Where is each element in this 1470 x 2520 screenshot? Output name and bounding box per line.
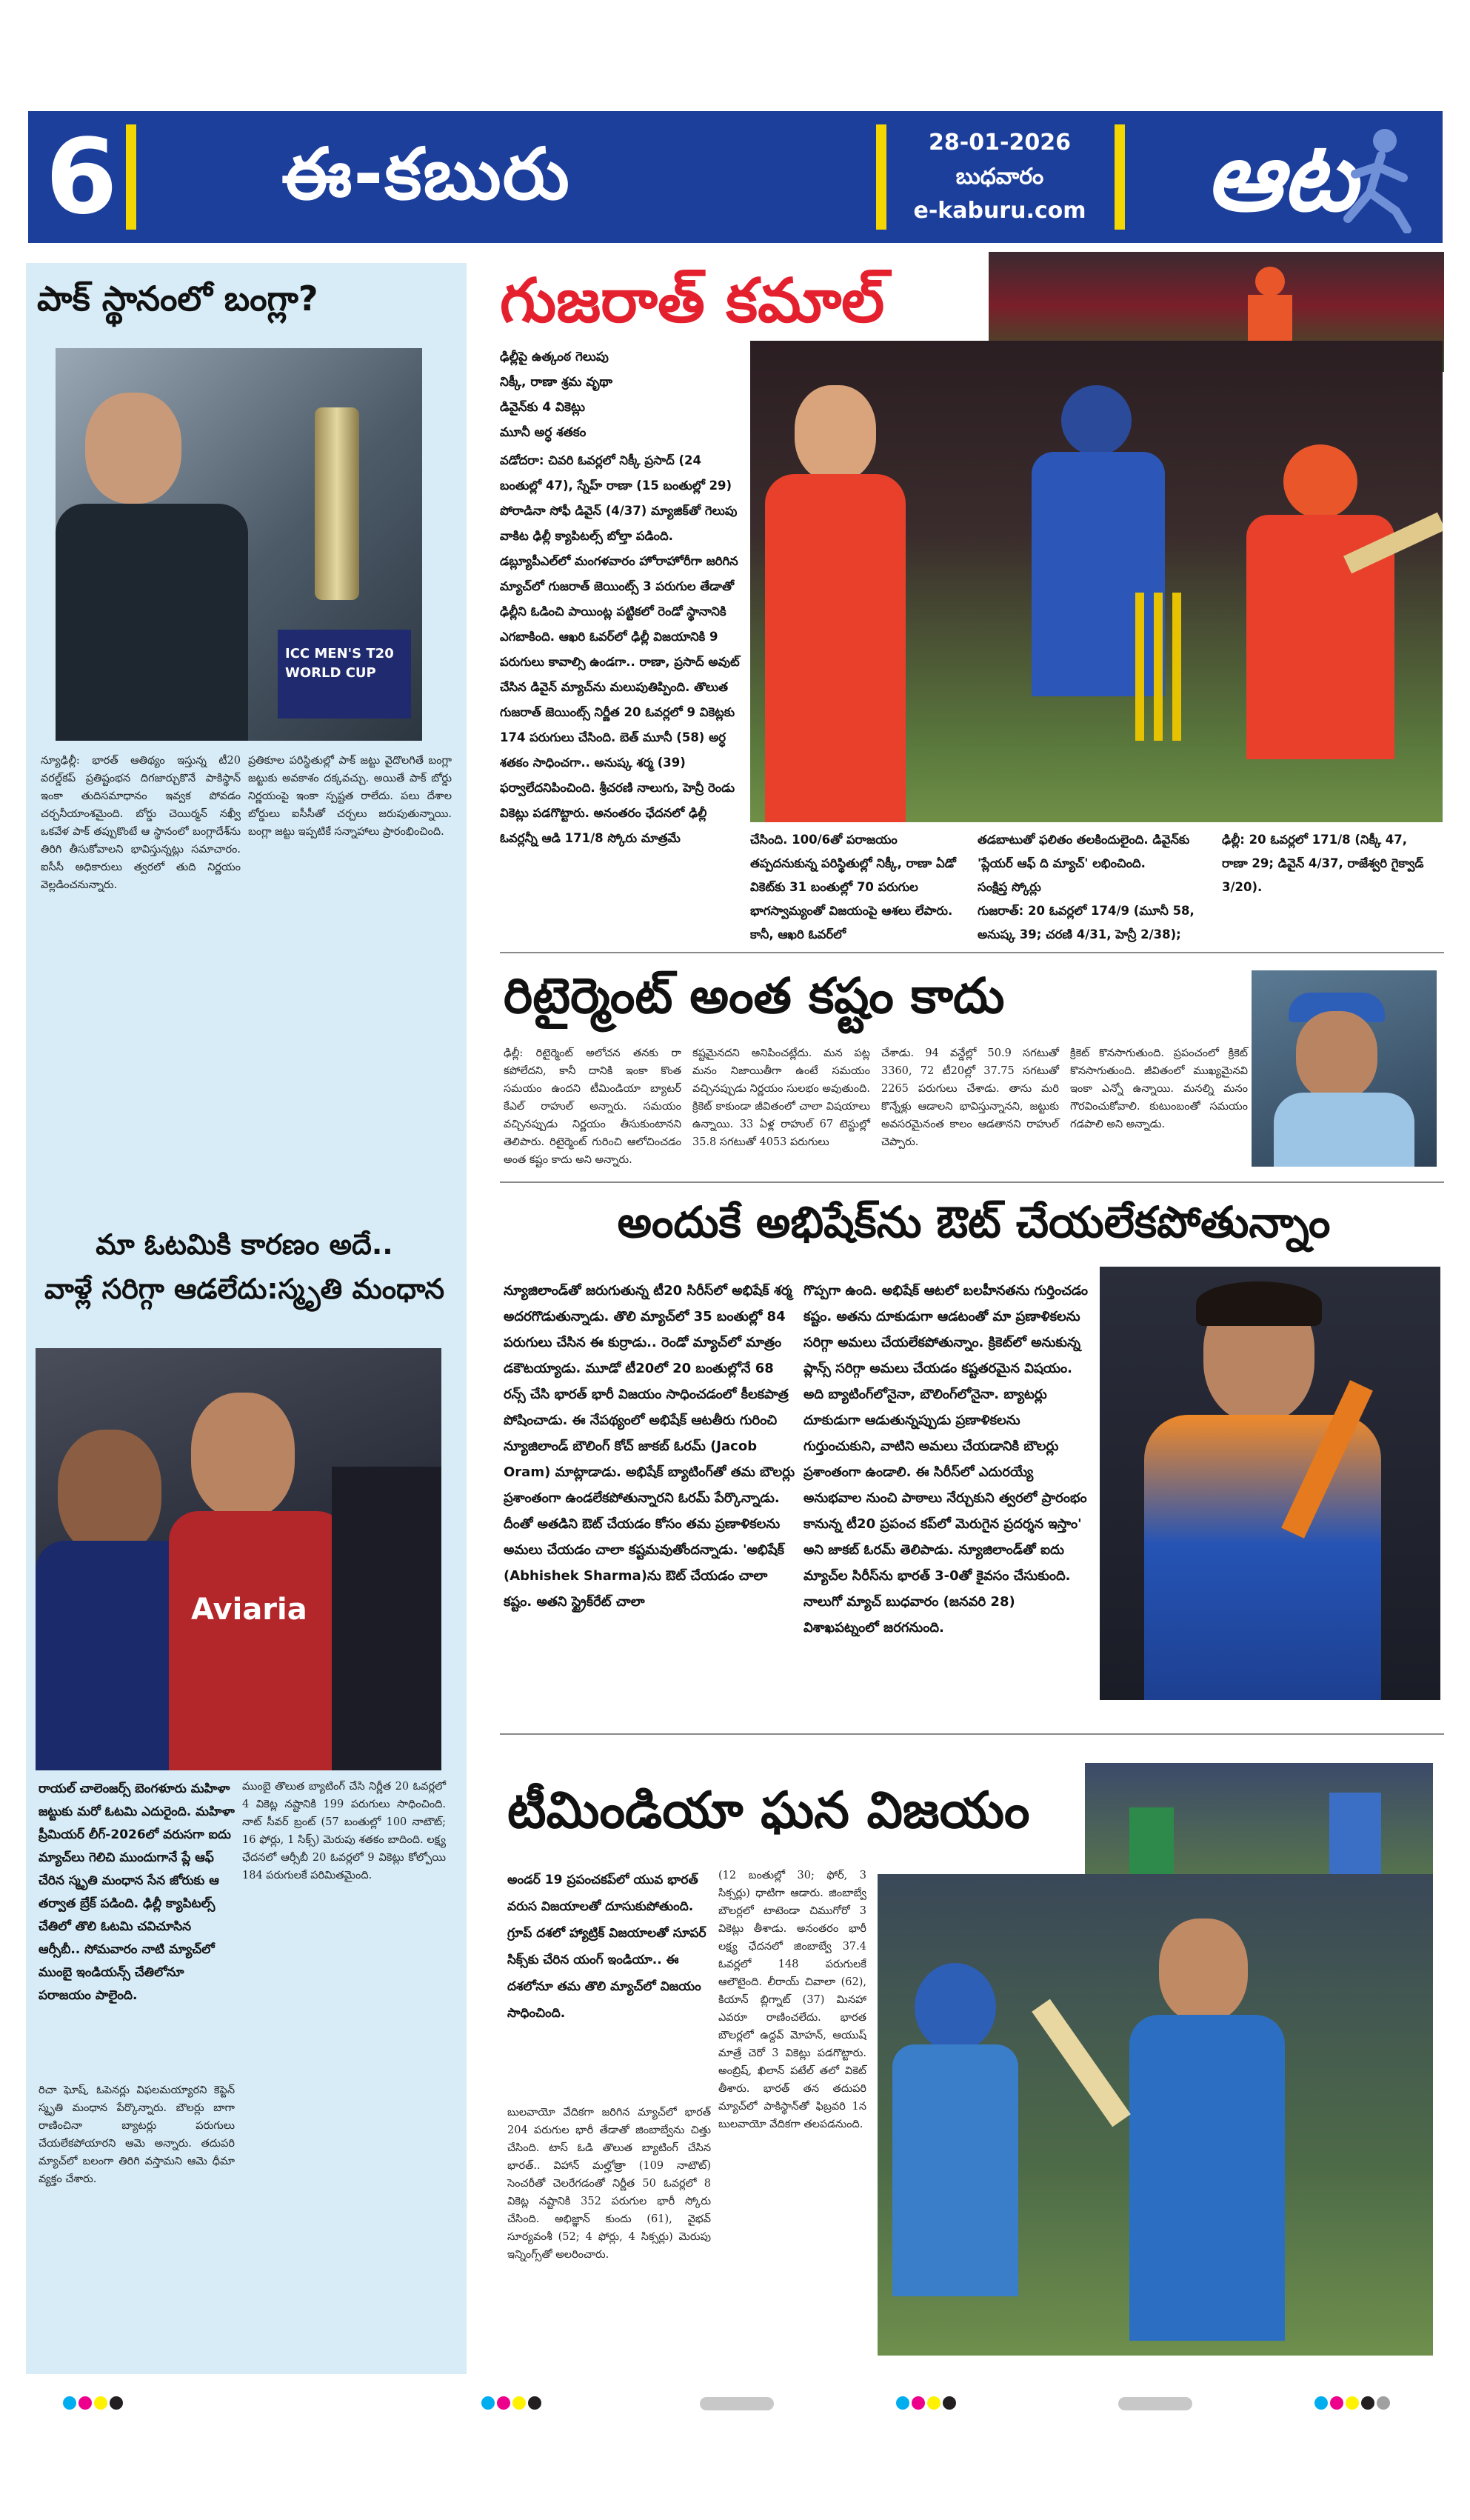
photo-abhishek-sharma xyxy=(1100,1267,1440,1700)
story4-col2: కష్టమైనదని అనిపించట్లేదు. మన పట్ల మనం నిజాయితీగా ఉంటే సమయం వచ్చినప్పుడు నిర్ణయం సులభం అవుతుంది. క్రికెట్ కాకుండా జీవితంలో చాలా విషయాలు ఉన్నాయి. 33 ఏళ్ల రాహుల్ 67 టెస్టుల్లో 35.8 సగటుతో 4053 పరుగులు xyxy=(692,1047,870,1148)
masthead-divider xyxy=(876,124,886,230)
story6-col2: (12 బంతుల్లో 30; ఫోర్, 3 సిక్సర్లు) ధాటిగా ఆడారు. జింబాబ్వే బౌలర్లలో టాటెండా చిముగోరో 3 వికెట్లు తీశాడు. అనంతరం భారీ లక్ష్య ఛేదనలో జింబాబ్వే 37.4 ఓవర్లలో 148 పరుగులకే ఆలౌటైంది. లీరాయ్ చివాలా (62), కియాన్ బ్లిగ్నాట్ (37) మినహా ఎవరూ రాణించలేదు. భారత బౌలర్లలో ఉద్దవ్ మోహన్, ఆయుష్ మాత్రే చెరో 3 వికెట్లు పడగొట్టారు. అంబ్రిష్, ఖిలాన్ పటేల్ తలో వికెట్ తీశారు. భారత్ తన తదుపరి మ్యాచ్‌లో పాకిస్థాన్‌తో ఫిబ్రవరి 1న బులవాయో వేదికగా తలపడనుంది. xyxy=(718,1870,866,2130)
masthead-divider xyxy=(1115,124,1125,230)
story4-col1: ఢిల్లీ: రిటైర్మెంట్ అలోచన తనకు రా కపోలేదని, కానీ దానికి ఇంకా కొంత సమయం ఉందని టీమిండియా బ్యాటర్ కేఎల్ రాహుల్ అన్నారు. సమయం వచ్చినప్పుడు నిర్ణయం తీసుకుంటానని తెలిపారు. రిటైర్మెంట్ గురించి ఆలోచించడం అంత కష్టం కాదు అని అన్నారు. xyxy=(504,1047,681,1166)
story1-col1: న్యూఢిల్లీ: భారత్ ఆతిథ్యం ఇస్తున్న టీ20 వరల్డ్‌కప్ ప్రతిష్టంభన దిగజార్చుకొనే పాకిస్థాన్ ఇంకా తుదిసమాధానం ఇవ్వక పోవడం చర్చనీయాంశమైంది. బోర్డు చెయిర్మన్ నఖ్వీ ఒకవేళ పాక్ తప్పుకొంటే ఆ స్థానంలో బంగ్లాదేశ్‌ను తిరిగి తీసుకోవాలని భావిస్తున్నట్లు సమాచారం. ఐసీసీ అధికారులు త్వరలో తుది నిర్ణయం వెల్లడించనున్నారు. xyxy=(41,755,241,891)
story2-lead: రాయల్ చాలెంజర్స్ బెంగళూరు మహిళా జట్టుకు మరో ఓటమి ఎదురైంది. మహిళా ప్రీమియర్ లీగ్-2026లో వరుసగా ఐదు మ్యాచ్‌లు గెలిచి ముందుగానే ప్లే ఆఫ్ చేరిన స్మృతి మంధాన సేన జోరుకు ఆ తర్వాత బ్రేక్ పడింది. ఢిల్లీ క్యాపిటల్స్ చేతిలో తొలి ఓటమి చవిచూసిన ఆర్సీబీ.. సోమవారం నాటి మ్యాచ్‌లో ముంబై ఇండియన్స్ చేతిలోనూ పరాజయం పాలైంది. xyxy=(39,1781,235,2003)
story2-col1: రిచా ఘోష్, ఓపెనర్లు విఫలమయ్యారని కెప్టెన్ స్మృతి మంధాన పేర్కొన్నారు. బౌలర్లు బాగా రాణించినా బ్యాటర్లు పరుగులు చేయలేకపోయారని ఆమె అన్నారు. తదుపరి మ్యాచ్‌లో బలంగా తిరిగి వస్తామని ఆమె ధీమా వ్యక్తం చేశారు. xyxy=(39,2084,235,2185)
headline-team-india: టీమిండియా ఘన విజయం xyxy=(507,1781,1030,1840)
lead-line: డివైన్‌కు 4 వికెట్లు xyxy=(500,400,585,415)
reg-dot xyxy=(63,2396,76,2410)
section-logo: ఆట xyxy=(1205,120,1357,233)
divider xyxy=(500,1733,1444,1735)
page-number: 6 xyxy=(45,117,118,238)
story1-col2: ప్రతికూల పరిస్థితుల్లో పాక్ జట్టు వైదొలగితే బంగ్లా జట్టుకు అవకాశం దక్కవచ్చు. అయితే పాక్ బోర్డు నిర్ణయంపై ఇంకా స్పష్టత రాలేదు. పలు దేశాల బోర్డులు ఐసీసీతో చర్చలు జరుపుతున్నాయి. బంగ్లా జట్టు ఇప్పటికే సన్నాహాలు ప్రారంభించింది. xyxy=(248,755,452,838)
registration-bar xyxy=(1118,2397,1192,2410)
registration-bar xyxy=(700,2397,774,2410)
registration-marks xyxy=(481,2396,541,2410)
score-heading: సంక్షిప్త స్కోర్లు xyxy=(978,880,1041,894)
photo-rcb-players xyxy=(36,1348,441,1770)
headline-retirement: రిటైర్మెంట్ అంత కష్టం కాదు xyxy=(504,967,1005,1024)
registration-marks xyxy=(63,2396,123,2410)
headline-gujarat: గుజరాత్ కమాల్ xyxy=(500,266,885,336)
reg-dot xyxy=(110,2396,123,2410)
story2-col2: ముంబై తొలుత బ్యాటింగ్ చేసి నిర్ణీత 20 ఓవర్లలో 4 వికెట్ల నష్టానికి 199 పరుగులు సాధించింది. నాట్ సీవర్ బ్రంట్ (57 బంతుల్లో 100 నాటౌట్; 16 ఫోర్లు, 1 సిక్స్) మెరుపు శతకం బాదింది. లక్ష్య ఛేదనలో ఆర్సీబీ 20 ఓవర్లలో 9 వికెట్లు కోల్పోయి 184 పరుగులకే పరిమితమైంది. xyxy=(242,1781,446,1881)
photo-official-with-trophy xyxy=(56,348,422,741)
reg-dot xyxy=(78,2396,92,2410)
registration-marks xyxy=(896,2396,956,2410)
story3-col3: తడబాటుతో ఫలితం తలకిందులైంది. డివైన్‌కు 'ప్లేయర్ ఆఫ్ ది మ్యాచ్' లభించింది. xyxy=(978,833,1190,870)
photo-kl-rahul xyxy=(1252,970,1437,1167)
headline-line-2: వాళ్లే సరిగ్గా ఆడలేదు:స్మృతి మంధాన xyxy=(44,1273,444,1305)
registration-marks xyxy=(1314,2396,1390,2410)
story4-col3: చేశాడు. 94 వన్డేల్లో 50.9 సగటుతో 3360, 72 టీ20ల్లో 37.75 సగటుతో 2265 పరుగులు చేశాడు. తాను మరి కొన్నేళ్లు ఆడాలని భావిస్తున్నానని, జట్టుకు అవసరమైనంత కాలం ఆడతానని రాహుల్ చెప్పారు. xyxy=(881,1047,1059,1148)
runner-icon xyxy=(1326,122,1429,233)
lead-line: నిక్కీ, రాణా శ్రమ వృథా xyxy=(500,375,613,390)
divider xyxy=(500,952,1444,953)
masthead-divider xyxy=(126,124,136,230)
date-block xyxy=(889,126,1111,228)
story3-col2: చేసింది. 100/6తో పరాజయం తప్పదనుకున్న పరిస్థితుల్లో నిక్కీ, రాణా ఏడో వికెట్‌కు 31 బంతుల్లో 70 పరుగుల భాగస్వామ్యంతో విజయంపై ఆశలు లేపారు. కానీ, ఆఖరి ఓవర్‌లో xyxy=(750,833,956,941)
trophy-caption: ICC MEN'S T20 WORLD CUP xyxy=(278,630,411,719)
story6-col1: బులవాయో వేదికగా జరిగిన మ్యాచ్‌లో భారత్ 204 పరుగుల భారీ తేడాతో జింబాబ్వేను చిత్తు చేసింది. టాస్ ఓడి తొలుత బ్యాటింగ్ చేసిన భారత్.. విహాన్ మల్హోత్రా (109 నాటౌట్) సెంచరీతో చెలరేగడంతో నిర్ణీత 50 ఓవర్లలో 8 వికెట్ల నష్టానికి 352 పరుగుల భారీ స్కోరు చేసింది. అభిజ్ఞాన్ కుందు (61), వైభవ్ సూర్యవంశీ (52; 4 ఫోర్లు, 4 సిక్సర్లు) మెరుపు ఇన్నింగ్స్‌తో అలరించారు. xyxy=(507,2107,711,2261)
story5-col1: న్యూజిలాండ్‌తో జరుగుతున్న టీ20 సిరీస్‌లో అభిషేక్ శర్మ అదరగొడుతున్నాడు. తొలి మ్యాచ్‌లో 35 బంతుల్లో 84 పరుగులు చేసిన ఈ కుర్రాడు.. రెండో మ్యాచ్‌లో మాత్రం డకౌటయ్యాడు. మూడో టీ20లో 20 బంతుల్లోనే 68 రన్స్ చేసి భారత్ భారీ విజయం సాధించడంలో కీలకపాత్ర పోషించాడు. ఈ నేపథ్యంలో అభిషేక్ ఆటతీరు గురించి న్యూజిలాండ్ బౌలింగ్ కోచ్ జాకబ్ ఓరమ్ (Jacob Oram) మాట్లాడాడు. అభిషేక్ బ్యాటింగ్‌తో తమ బౌలర్లు ప్రశాంతంగా ఉండలేకపోతున్నారని ఓరమ్ పేర్కొన్నాడు. దీంతో అతడిని ఔట్ చేయడం కోసం తమ ప్రణాళికలను అమలు చేయడం చాలా కష్టమవుతోందన్నాడు. 'అభిషేక్ (Abhishek Sharma)ను ఔట్ చేయడం చాలా కష్టం. అతని స్ట్రైక్‌రేట్ చాలా xyxy=(504,1283,795,1610)
score-delhi: ఢిల్లీ: 20 ఓవర్లలో 171/8 (నిక్కీ 47, రాణా 29; డివైన్ 4/37, రాజేశ్వరి గైక్వాడ్ 3/20). xyxy=(1222,833,1424,894)
website-link[interactable]: e-kaburu.com xyxy=(913,198,1086,224)
reg-dot xyxy=(94,2396,107,2410)
score-gujarat: గుజరాత్: 20 ఓవర్లలో 174/9 (మూనీ 58, అనుష్క 39; చరణి 4/31, హెన్రీ 2/38); xyxy=(978,904,1195,941)
issue-weekday: బుధవారం xyxy=(955,164,1044,190)
headline-line-1: మా ఓటమికి కారణం అదే.. xyxy=(96,1228,393,1261)
newspaper-name: ఈ-కబురు xyxy=(281,133,571,216)
headline-mandhana xyxy=(37,1222,452,1311)
jersey-sponsor: Aviaria xyxy=(191,1593,307,1627)
lead-line: మూనీ అర్ధ శతకం xyxy=(500,425,587,440)
headline-pak-bangla: పాక్ స్థానంలో బంగ్లా? xyxy=(37,279,318,319)
photo-wpl-match xyxy=(750,341,1443,822)
story3-col1: వడోదరా: చివరి ఓవర్లలో నిక్కీ ప్రసాద్ (24 బంతుల్లో 47), స్నేహ్ రాణా (15 బంతుల్లో 29) పోరాడినా సోఫీ డివైన్ (4/37) మ్యాజిక్‌తో గెలుపు వాకిట ఢిల్లీ క్యాపిటల్స్ బోల్తా పడింది. డబ్ల్యూపీఎల్‌లో మంగళవారం హోరాహోరీగా జరిగిన మ్యాచ్‌లో గుజరాత్ జెయింట్స్ 3 పరుగుల తేడాతో ఢిల్లీని ఓడించి పాయింట్ల పట్టికలో రెండో స్థానానికి ఎగబాకింది. ఆఖరి ఓవర్‌లో ఢిల్లీ విజయానికి 9 పరుగులు కావాల్సి ఉండగా.. రాణా, ప్రసాద్ అవుట్ చేసిన డివైన్ మ్యాచ్‌ను మలుపుతిప్పింది. తొలుత గుజరాత్ జెయింట్స్ నిర్ణీత 20 ఓవర్లలో 9 వికెట్లకు 174 పరుగులు చేసింది. బెత్ మూనీ (58) అర్ధ శతకం సాధించగా.. అనుష్క శర్మ (39) ఫర్వాలేదనిపించింది. శ్రీచరణి నాలుగు, హెన్రీ రెండు వికెట్లు పడగొట్టారు. అనంతరం ఛేదనలో ఢిల్లీ ఓవర్లన్నీ ఆడి 171/8 స్కోరు మాత్రమే xyxy=(500,453,740,845)
photo-vihaan-malhotra xyxy=(878,1874,1433,2356)
story6-lead: అండర్ 19 ప్రపంచకప్‌లో యువ భారత్ వరుస విజయాలతో దూసుకుపోతుంది. గ్రూప్ దశలో హ్యాట్రిక్ విజయాలతో సూపర్ సిక్స్‌కు చేరిన యంగ్ ఇండియా.. ఈ దశలోనూ తమ తొలి మ్యాచ్‌లో విజయం సాధించింది. xyxy=(507,1873,706,2021)
story3-lead xyxy=(500,344,744,445)
divider xyxy=(500,1181,1444,1183)
story5-col2: గొప్పగా ఉంది. అభిషేక్ ఆటలో బలహీనతను గుర్తించడం కష్టం. అతను దూకుడుగా ఆడటంతో మా ప్రణాళికలను సరిగ్గా అమలు చేయలేకపోతున్నాం. క్రికెట్‌లో అనుకున్న ప్లాన్స్ సరిగ్గా అమలు చేయడం కష్టతరమైన విషయం. అది బ్యాటింగ్‌లోనైనా, బౌలింగ్‌లోనైనా. బ్యాటర్లు దూకుడుగా ఆడుతున్నప్పుడు ప్రణాళికలను గుర్తుంచుకుని, వాటిని అమలు చేయడానికి బౌలర్లు ప్రశాంతంగా ఉండాలి. ఈ సిరీస్‌లో ఎదురయ్యే అనుభవాల నుంచి పాఠాలు నేర్చుకుని త్వరలో ప్రారంభం కానున్న టీ20 ప్రపంచ కప్‌లో మెరుగైన ప్రదర్శన ఇస్తాం' అని జాకబ్ ఓరమ్ తెలిపాడు. న్యూజిలాండ్‌తో ఐదు మ్యాచ్‌ల సిరీస్‌ను భారత్ 3-0తో కైవసం చేసుకుంది. నాలుగో మ్యాచ్ బుధవారం (జనవరి 28) విశాఖపట్నంలో జరగనుంది. xyxy=(804,1283,1089,1636)
lead-line: ఢిల్లీపై ఉత్కంఠ గెలుపు xyxy=(500,350,609,364)
headline-abhishek: అందుకే అభిషేక్‌ను ఔట్ చేయలేకపోతున్నాం xyxy=(617,1197,1331,1247)
issue-date: 28-01-2026 xyxy=(929,130,1071,156)
story4-col4: క్రికెట్ కొనసాగుతుంది. ప్రపంచంలో క్రికెట్ కొనసాగుతుంది. జీవితంలో ముఖ్యమైనవి ఇంకా ఎన్నో ఉన్నాయి. మనల్ని మనం గౌరవించుకోవాలి. కుటుంబంతో సమయం గడపాలి అని అన్నాడు. xyxy=(1070,1047,1248,1130)
story3-col3-block xyxy=(978,828,1200,947)
